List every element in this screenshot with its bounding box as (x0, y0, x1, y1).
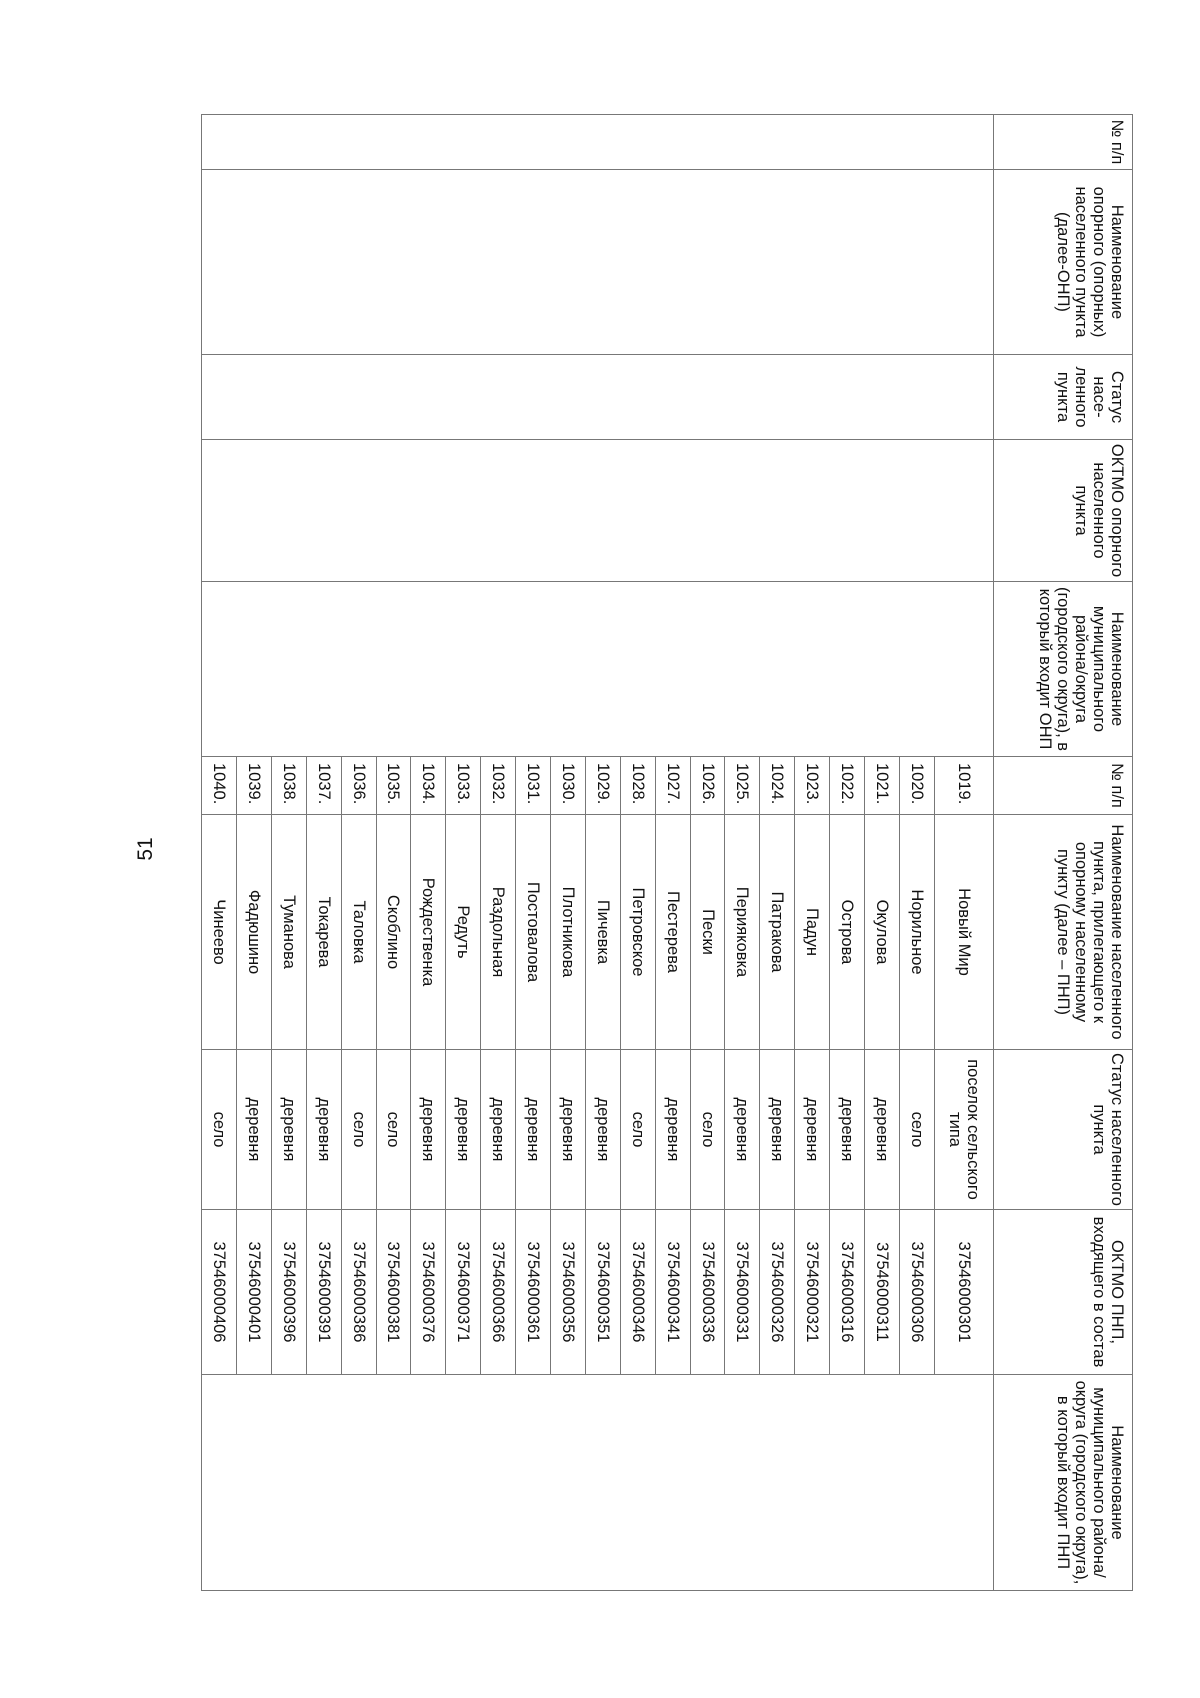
pnp-name-cell: Пестерева (655, 815, 690, 1050)
pnp-status-cell: деревня (865, 1050, 900, 1210)
header-pnp-num: № п/п (994, 757, 1133, 815)
pnp-status-cell: деревня (271, 1050, 306, 1210)
pnp-num-cell: 1019. (934, 757, 993, 815)
onp-district-cell (202, 582, 994, 757)
pnp-oktmo-cell: 37546000306 (899, 1210, 934, 1375)
pnp-num-cell: 1022. (830, 757, 865, 815)
pnp-num-cell: 1027. (655, 757, 690, 815)
pnp-oktmo-cell: 37546000311 (865, 1210, 900, 1375)
pnp-status-cell: деревня (585, 1050, 620, 1210)
pnp-status-cell: деревня (830, 1050, 865, 1210)
page-number: 51 (134, 837, 157, 861)
pnp-name-cell: Падун (795, 815, 830, 1050)
pnp-num-cell: 1033. (446, 757, 481, 815)
pnp-name-cell: Постовалова (516, 815, 551, 1050)
pnp-oktmo-cell: 37546000326 (760, 1210, 795, 1375)
pnp-num-cell: 1028. (620, 757, 655, 815)
pnp-oktmo-cell: 37546000386 (341, 1210, 376, 1375)
pnp-oktmo-cell: 37546000341 (655, 1210, 690, 1375)
pnp-oktmo-cell: 37546000336 (690, 1210, 725, 1375)
header-onp-num: № п/п (994, 115, 1133, 170)
pnp-status-cell: деревня (655, 1050, 690, 1210)
pnp-oktmo-cell: 37546000401 (236, 1210, 271, 1375)
pnp-oktmo-cell: 37546000361 (516, 1210, 551, 1375)
pnp-name-cell: Раздольная (481, 815, 516, 1050)
pnp-status-cell: село (620, 1050, 655, 1210)
pnp-num-cell: 1039. (236, 757, 271, 815)
pnp-oktmo-cell: 37546000331 (725, 1210, 760, 1375)
pnp-name-cell: Петровское (620, 815, 655, 1050)
pnp-status-cell: село (690, 1050, 725, 1210)
pnp-name-cell: Норильное (899, 815, 934, 1050)
pnp-district-cell (202, 1375, 994, 1591)
pnp-num-cell: 1024. (760, 757, 795, 815)
pnp-name-cell: Перияковка (725, 815, 760, 1050)
header-row (994, 115, 1133, 1591)
pnp-oktmo-cell: 37546000381 (376, 1210, 411, 1375)
pnp-num-cell: 1038. (271, 757, 306, 815)
onp-name-cell (202, 170, 994, 355)
onp-oktmo-cell (202, 440, 994, 582)
header-onp-status: Статус насе-ленного пункта (994, 355, 1133, 440)
pnp-status-cell: поселок сельского типа (934, 1050, 993, 1210)
pnp-oktmo-cell: 37546000316 (830, 1210, 865, 1375)
pnp-oktmo-cell: 37546000371 (446, 1210, 481, 1375)
pnp-name-cell: Фадюшино (236, 815, 271, 1050)
pnp-name-cell: Пичевка (585, 815, 620, 1050)
header-pnp-oktmo: ОКТМО ПНП, входящего в состав (994, 1210, 1133, 1375)
pnp-num-cell: 1036. (341, 757, 376, 815)
pnp-num-cell: 1026. (690, 757, 725, 815)
pnp-num-cell: 1040. (202, 757, 237, 815)
pnp-num-cell: 1021. (865, 757, 900, 815)
pnp-status-cell: деревня (411, 1050, 446, 1210)
table-row (934, 115, 993, 1591)
onp-status-cell (202, 355, 994, 440)
pnp-oktmo-cell: 37546000346 (620, 1210, 655, 1375)
pnp-status-cell: село (202, 1050, 237, 1210)
pnp-num-cell: 1020. (899, 757, 934, 815)
pnp-oktmo-cell: 37546000301 (934, 1210, 993, 1375)
pnp-name-cell: Окулова (865, 815, 900, 1050)
rotated-table-container (201, 114, 1133, 1590)
pnp-status-cell: село (341, 1050, 376, 1210)
pnp-name-cell: Редуть (446, 815, 481, 1050)
pnp-status-cell: деревня (725, 1050, 760, 1210)
pnp-status-cell: деревня (481, 1050, 516, 1210)
pnp-num-cell: 1031. (516, 757, 551, 815)
pnp-status-cell: село (899, 1050, 934, 1210)
pnp-num-cell: 1023. (795, 757, 830, 815)
pnp-name-cell: Токарева (306, 815, 341, 1050)
pnp-name-cell: Плотникова (551, 815, 586, 1050)
pnp-num-cell: 1034. (411, 757, 446, 815)
header-onp-district: Наименование муниципального района/округа (городского округа), в который входит ОНП (994, 582, 1133, 757)
header-pnp-status: Статус населенного пункта (994, 1050, 1133, 1210)
pnp-status-cell: село (376, 1050, 411, 1210)
pnp-oktmo-cell: 37546000356 (551, 1210, 586, 1375)
pnp-name-cell: Острова (830, 815, 865, 1050)
pnp-oktmo-cell: 37546000321 (795, 1210, 830, 1375)
table-body (202, 115, 994, 1591)
pnp-num-cell: 1025. (725, 757, 760, 815)
pnp-status-cell: деревня (795, 1050, 830, 1210)
pnp-name-cell: Чинеево (202, 815, 237, 1050)
pnp-num-cell: 1035. (376, 757, 411, 815)
pnp-name-cell: Скоблино (376, 815, 411, 1050)
pnp-oktmo-cell: 37546000351 (585, 1210, 620, 1375)
pnp-name-cell: Рождественка (411, 815, 446, 1050)
header-pnp-name: Наименование населенного пункта, прилегающего к опорному населенному пункту (далее – ПНП) (994, 815, 1133, 1050)
pnp-oktmo-cell: 37546000396 (271, 1210, 306, 1375)
pnp-oktmo-cell: 37546000391 (306, 1210, 341, 1375)
pnp-status-cell: деревня (306, 1050, 341, 1210)
onp-num-cell (202, 115, 994, 170)
header-onp-oktmo: ОКТМО опорного населенного пункта (994, 440, 1133, 582)
pnp-num-cell: 1030. (551, 757, 586, 815)
header-onp-name: Наименование опорного (опорных) населенного пункта (далее-ОНП) (994, 170, 1133, 355)
pnp-status-cell: деревня (516, 1050, 551, 1210)
pnp-num-cell: 1037. (306, 757, 341, 815)
pnp-name-cell: Пески (690, 815, 725, 1050)
pnp-oktmo-cell: 37546000406 (202, 1210, 237, 1375)
pnp-oktmo-cell: 37546000366 (481, 1210, 516, 1375)
pnp-name-cell: Патракова (760, 815, 795, 1050)
pnp-name-cell: Новый Мир (934, 815, 993, 1050)
settlements-table (201, 114, 1133, 1591)
pnp-num-cell: 1032. (481, 757, 516, 815)
pnp-name-cell: Туманова (271, 815, 306, 1050)
pnp-status-cell: деревня (236, 1050, 271, 1210)
pnp-num-cell: 1029. (585, 757, 620, 815)
pnp-status-cell: деревня (760, 1050, 795, 1210)
pnp-status-cell: деревня (446, 1050, 481, 1210)
pnp-oktmo-cell: 37546000376 (411, 1210, 446, 1375)
pnp-status-cell: деревня (551, 1050, 586, 1210)
pnp-name-cell: Таловка (341, 815, 376, 1050)
header-pnp-district: Наименование муниципального района/округа (городского округа), в который входит ПНП (994, 1375, 1133, 1591)
